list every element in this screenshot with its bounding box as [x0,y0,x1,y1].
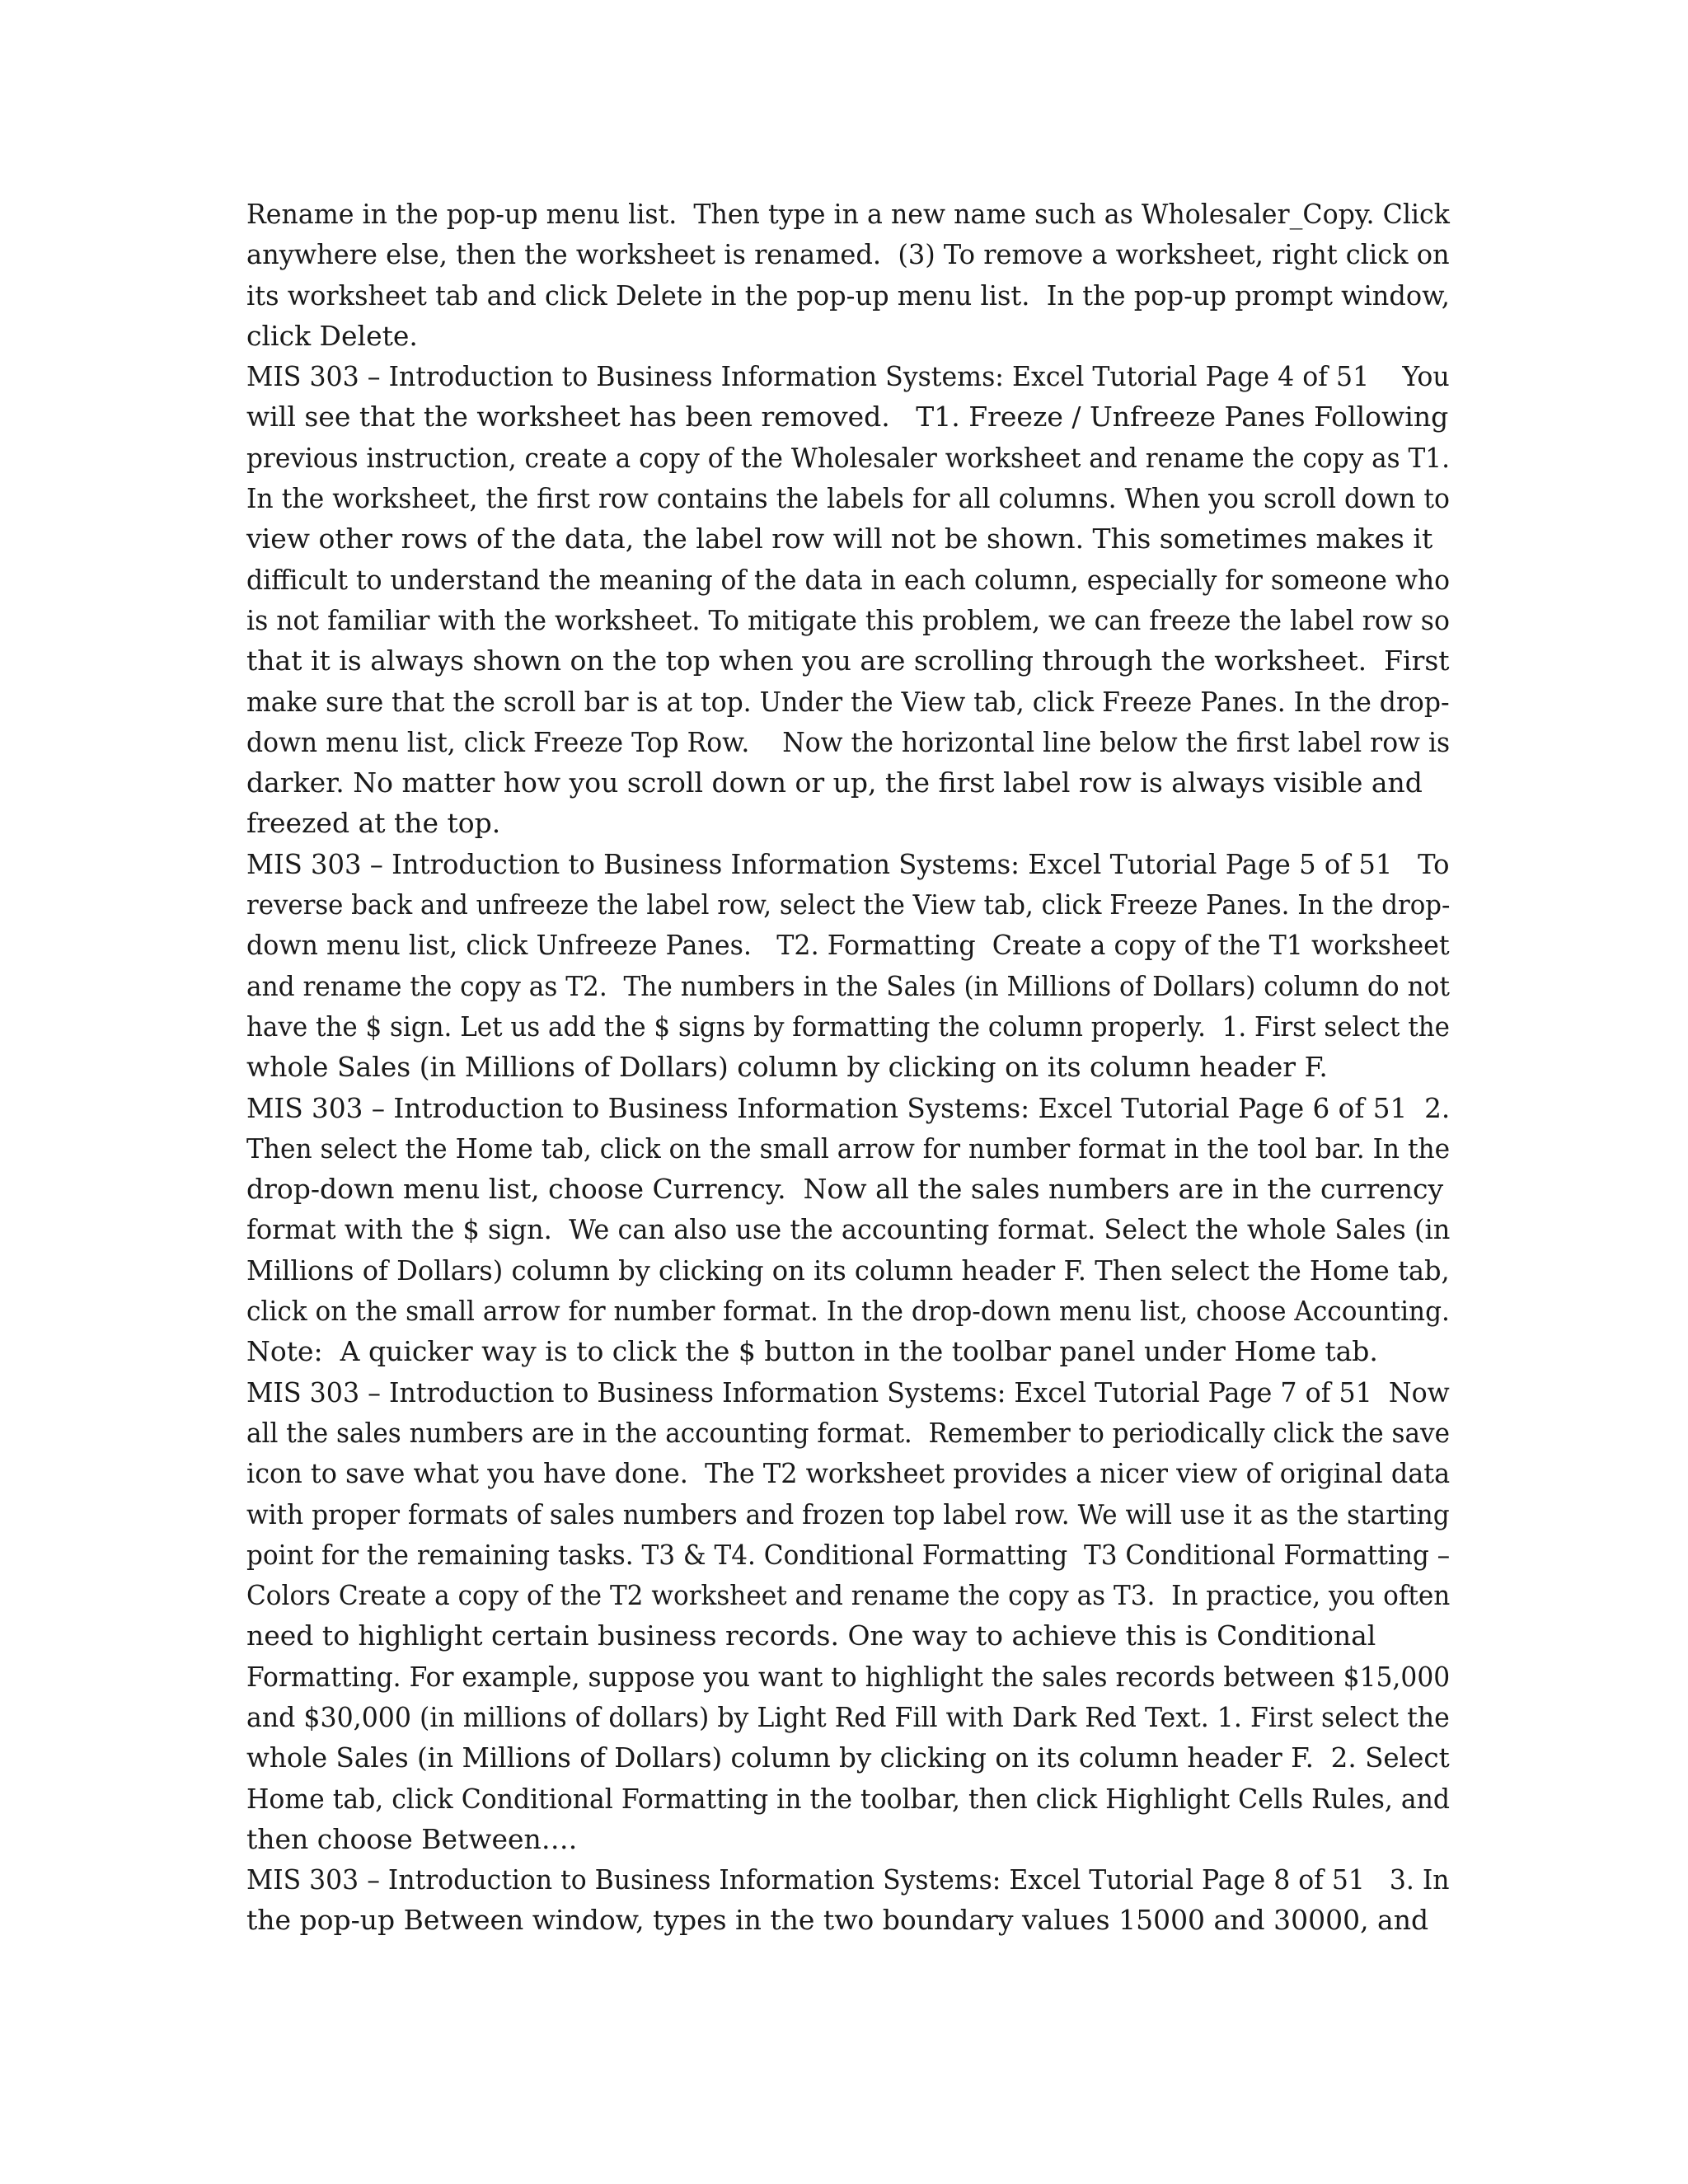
text-line: is not familiar with the worksheet. To mitigate this problem, we can freeze the label row so [246,603,1450,636]
text-line: click on the small arrow for number format. In the drop-down menu list, choose Accounting. [246,1295,1450,1328]
text-line: Rename in the pop-up menu list. Then type in a new name such as Wholesaler_Copy. Click [246,198,1450,230]
text-line: Then select the Home tab, click on the small arrow for number format in the tool bar. In the [246,1132,1451,1165]
text-line: previous instruction, create a copy of the Wholesaler worksheet and rename the copy as T1. [246,441,1451,474]
text-line: reverse back and unfreeze the label row, select the View tab, click Freeze Panes. In the drop- [246,888,1451,921]
text-line: MIS 303 – Introduction to Business Information Systems: Excel Tutorial Page 5 of 51 To [246,847,1450,880]
text-line: MIS 303 – Introduction to Business Information Systems: Excel Tutorial Page 6 of 51 2. [246,1091,1451,1124]
text-line: whole Sales (in Millions of Dollars) column by clicking on its column header F. 2. Select [246,1741,1450,1774]
text-line: MIS 303 – Introduction to Business Information Systems: Excel Tutorial Page 7 of 51 Now [246,1376,1450,1408]
text-line: will see that the worksheet has been removed. T1. Freeze / Unfreeze Panes Following [246,401,1449,434]
text-line: that it is always shown on the top when you are scrolling through the worksheet. First [246,644,1450,677]
text-line: make sure that the scroll bar is at top. Under the View tab, click Freeze Panes. In the drop- [246,685,1450,718]
document-body [246,194,1450,1941]
text-line: down menu list, click Unfreeze Panes. T2. Formatting Create a copy of the T1 worksheet [246,929,1450,962]
text-line: icon to save what you have done. The T2 worksheet provides a nicer view of original data [246,1457,1451,1490]
text-line: Formatting. For example, suppose you want to highlight the sales records between $15,000 [246,1660,1451,1693]
text-line: with proper formats of sales numbers and frozen top label row. We will use it as the starting [246,1497,1450,1530]
text-line: click Delete. [246,319,418,352]
text-line: all the sales numbers are in the accounting format. Remember to periodically click the save [246,1416,1450,1449]
text-line: have the $ sign. Let us add the $ signs by formatting the column properly. 1. First select the [246,1010,1450,1043]
text-line: Note: A quicker way is to click the $ button in the toolbar panel under Home tab. [246,1335,1378,1368]
text-line: MIS 303 – Introduction to Business Information Systems: Excel Tutorial Page 4 of 51 You [246,360,1450,393]
text-line: and rename the copy as T2. The numbers in the Sales (in Millions of Dollars) column do not [246,969,1450,1002]
text-line: point for the remaining tasks. T3 & T4. Conditional Formatting T3 Conditional Formatting – [246,1538,1451,1571]
text-line: and $30,000 (in millions of dollars) by Light Red Fill with Dark Red Text. 1. First select the [246,1700,1450,1733]
text-line: Colors Create a copy of the T2 worksheet and rename the copy as T3. In practice, you often [246,1579,1451,1612]
text-line: then choose Between…. [246,1822,578,1855]
text-line: whole Sales (in Millions of Dollars) column by clicking on its column header F. [246,1051,1328,1084]
text-line: anywhere else, then the worksheet is renamed. (3) To remove a worksheet, right click on [246,238,1450,271]
text-line: difficult to understand the meaning of the data in each column, especially for someone who [246,563,1451,596]
text-line: its worksheet tab and click Delete in the pop-up menu list. In the pop-up prompt window, [246,279,1450,312]
text-line: drop-down menu list, choose Currency. Now all the sales numbers are in the currency [246,1173,1444,1206]
text-line: Millions of Dollars) column by clicking on its column header F. Then select the Home tab, [246,1254,1450,1286]
text-line: need to highlight certain business records. One way to achieve this is Conditional [246,1619,1376,1652]
text-line: down menu list, click Freeze Top Row. Now the horizontal line below the first label row is [246,725,1451,758]
text-line: format with the $ sign. We can also use the accounting format. Select the whole Sales (in [246,1213,1451,1246]
text-line: MIS 303 – Introduction to Business Information Systems: Excel Tutorial Page 8 of 51 3. In [246,1863,1450,1896]
text-line: view other rows of the data, the label row will not be shown. This sometimes makes it [246,523,1433,555]
text-line: darker. No matter how you scroll down or up, the first label row is always visible and [246,766,1423,799]
text-line: the pop-up Between window, types in the two boundary values 15000 and 30000, and [246,1904,1429,1937]
text-line: Home tab, click Conditional Formatting in the toolbar, then click Highlight Cells Rules, and [246,1782,1450,1815]
text-line: freezed at the top. [246,807,501,840]
text-line: In the worksheet, the first row contains the labels for all columns. When you scroll down to [246,482,1450,515]
